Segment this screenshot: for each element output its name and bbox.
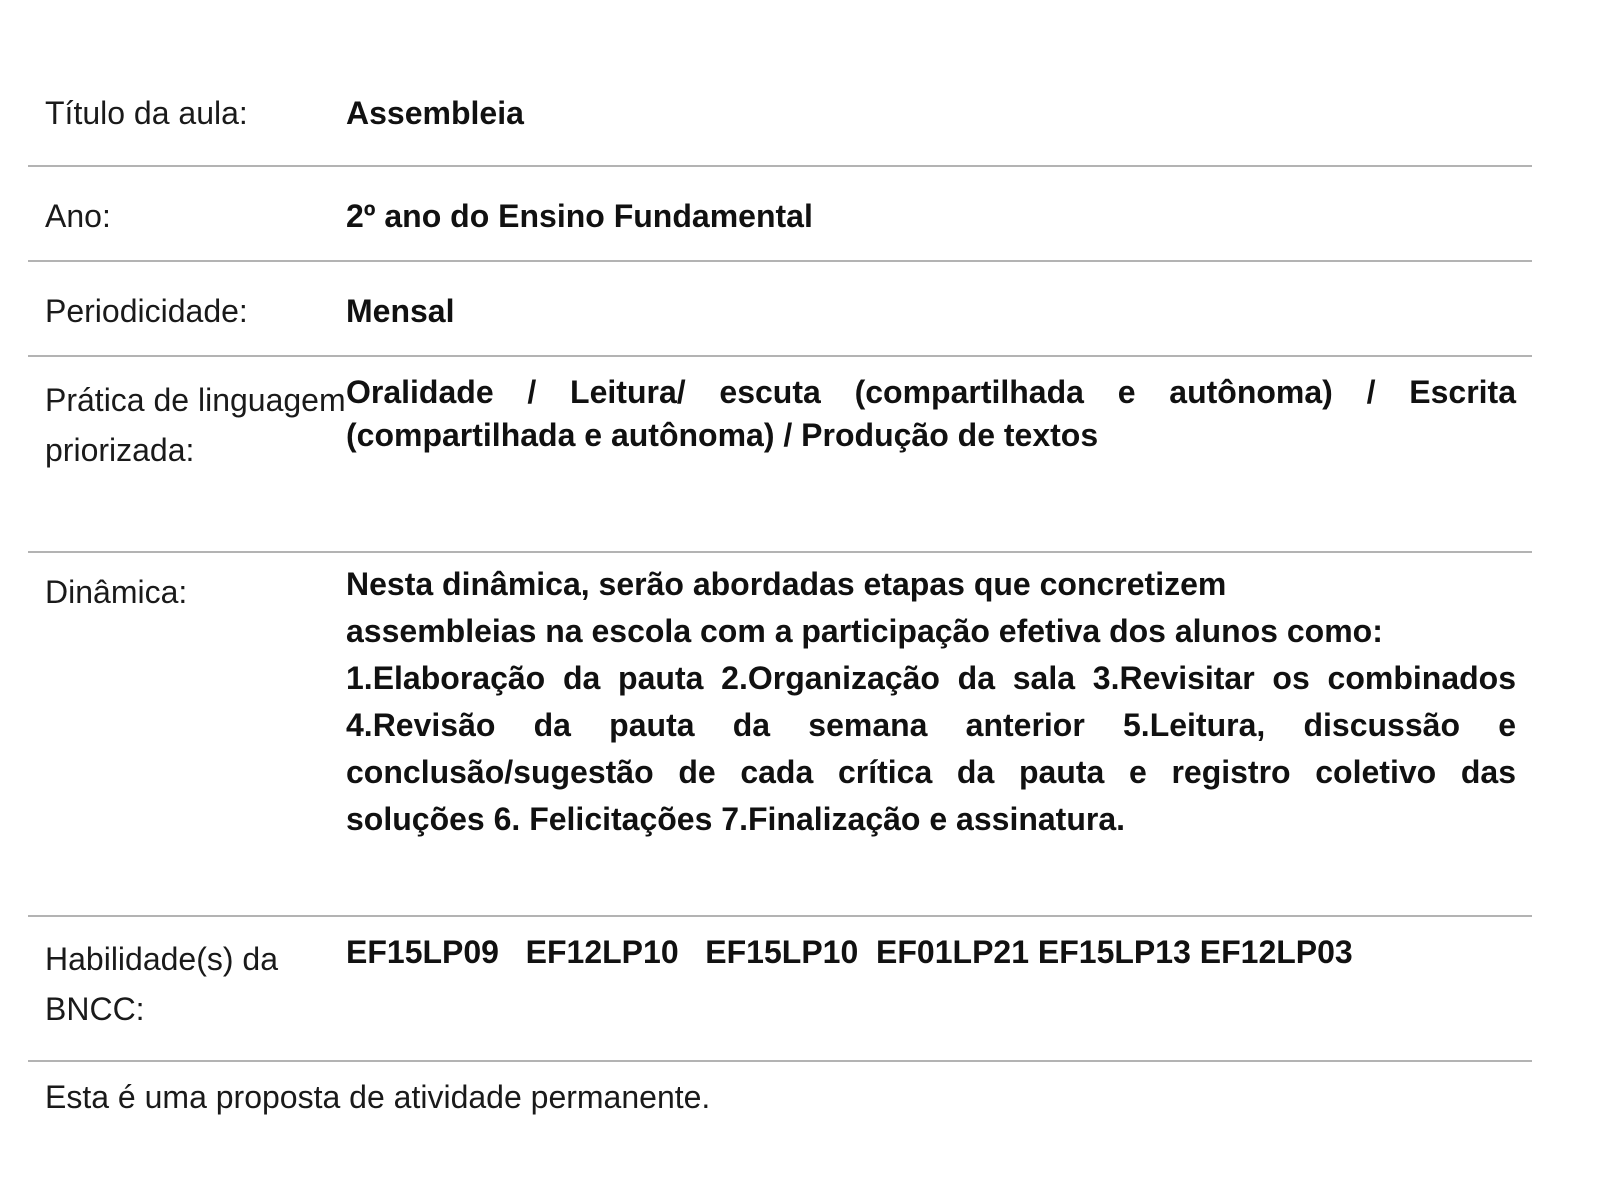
- lesson-info-table: [28, 60, 1532, 1062]
- row-language-practice: [28, 357, 1532, 553]
- row-dynamics: [28, 553, 1532, 917]
- row-label: Habilidade(s) da BNCC:: [45, 941, 279, 1027]
- row-label: Dinâmica:: [45, 574, 188, 610]
- row-label: Ano:: [45, 198, 111, 234]
- dynamics-steps: 1.Elaboração da pauta 2.Organização da sala 3.Revisitar os combinados 4.Revisão da pauta da semana anterior 5.Leitura, discussão e conclusão/sugestão de cada crítica da pauta e registro coletivo das soluções 6. Felicitações 7.Finalização e assinatura.: [346, 660, 1516, 837]
- row-label: Prática de linguagem priorizada:: [45, 382, 346, 468]
- row-value: EF15LP09 EF12LP10 EF15LP10 EF01LP21 EF15LP13 EF12LP03: [346, 934, 1353, 970]
- row-periodicity: [28, 262, 1532, 357]
- dynamics-intro: Nesta dinâmica, serão abordadas etapas que concretizem assembleias na escola com a participação efetiva dos alunos como:: [346, 566, 1383, 649]
- row-label: Periodicidade:: [45, 293, 248, 329]
- footer-note: Esta é uma proposta de atividade permanente.: [45, 1079, 711, 1115]
- row-year: [28, 167, 1532, 262]
- row-value: Assembleia: [346, 95, 524, 131]
- row-value: 2º ano do Ensino Fundamental: [346, 198, 813, 234]
- row-bncc-skills: [28, 917, 1532, 1062]
- row-lesson-title: [28, 60, 1532, 167]
- row-value: Mensal: [346, 293, 455, 329]
- row-label: Título da aula:: [45, 95, 248, 131]
- row-value: [346, 553, 1532, 915]
- row-value: Oralidade / Leitura/ escuta (compartilhada e autônoma) / Escrita (compartilhada e autônoma) / Produção de textos: [346, 374, 1516, 453]
